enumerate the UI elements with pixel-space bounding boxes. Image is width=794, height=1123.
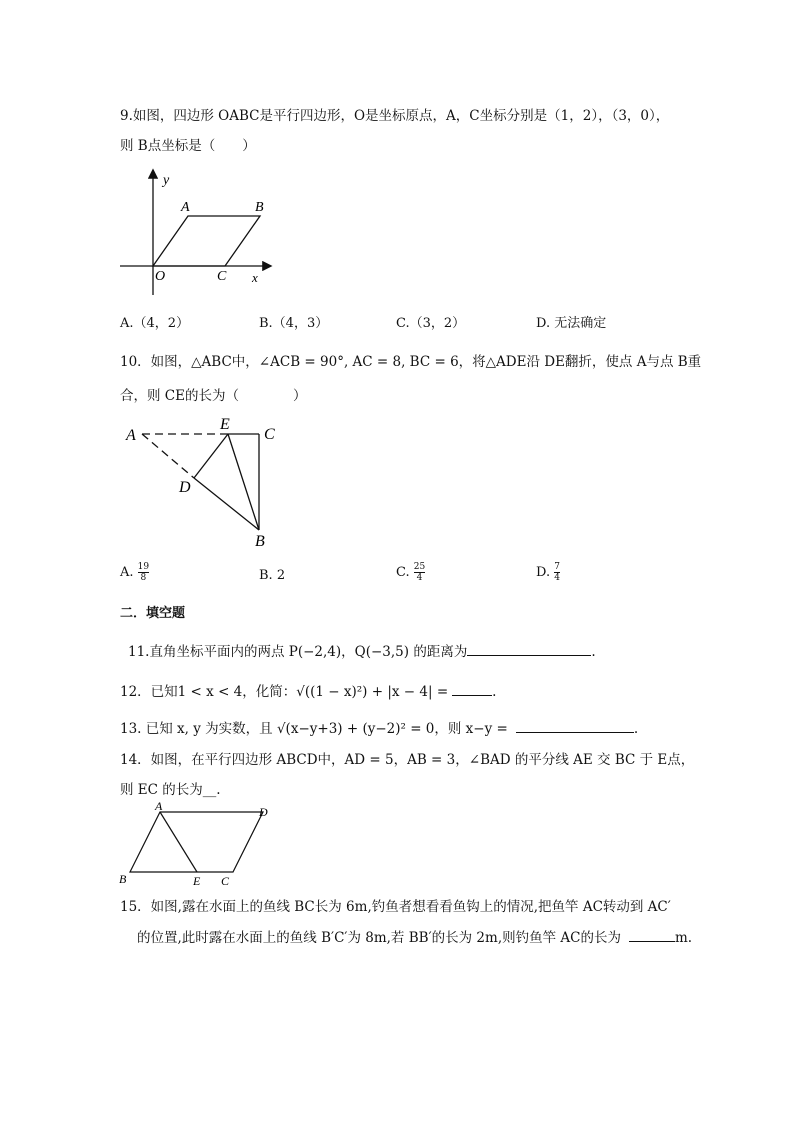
parallelogram-abcd <box>130 812 263 872</box>
answer-blank <box>629 929 675 942</box>
label-c: C <box>264 426 275 443</box>
segment-eb <box>228 434 259 530</box>
answer-blank <box>467 643 591 656</box>
answer-blank <box>516 720 634 733</box>
q10-option-b: B. 2 <box>259 568 286 583</box>
label-e: E <box>193 874 201 888</box>
label-y: y <box>163 173 170 188</box>
q9-line2: 则 B点坐标是（ ） <box>120 138 256 154</box>
segment-de <box>194 434 228 478</box>
label-o: O <box>155 269 166 284</box>
segment-ad <box>142 434 194 478</box>
segment-db <box>194 478 259 530</box>
label-a: A <box>155 800 163 813</box>
section-title: 二．填空题 <box>120 606 186 621</box>
label-c: C <box>221 874 230 888</box>
q15-line2: 的位置,此时露在水面上的鱼线 B′C′为 8m,若 BB′的长为 2m,则钓鱼竿 AC的长为 m. <box>137 930 693 946</box>
q10-option-a: A. $\frac{19}{8}$ <box>120 562 150 583</box>
q10-option-d: D. $\frac{7}{4}$ <box>536 562 560 583</box>
q13: 13. 已知 x, y 为实数，且 √(x−y+3) + (y−2)² = 0，则 x−y = . <box>120 721 639 737</box>
label-d: D <box>259 805 268 819</box>
label-b: B <box>119 872 127 886</box>
q9-option-d: D. 无法确定 <box>536 316 607 331</box>
q9-figure <box>115 165 285 300</box>
q9-option-c: C.（3，2） <box>396 316 466 331</box>
q10-figure <box>120 412 290 552</box>
parallelogram-oabc <box>153 216 260 266</box>
q15-line1: 15．如图,露在水面上的鱼线 BC长为 6m,钓鱼者想看看鱼钩上的情况,把鱼竿 AC转动到 AC′ <box>120 899 671 915</box>
q12: 12．已知1 < x < 4，化简：√((1 − x)²) + |x − 4| = . <box>120 684 497 700</box>
label-b: B <box>255 533 265 550</box>
answer-blank <box>452 683 492 696</box>
q9-option-a: A.（4，2） <box>120 316 190 331</box>
fraction: $\frac{25}{4}$ <box>413 562 426 583</box>
q11: 11.直角坐标平面内的两点 P(−2,4)，Q(−3,5) 的距离为 . <box>128 644 596 660</box>
q10-option-c: C. $\frac{25}{4}$ <box>396 562 426 583</box>
label-x: x <box>252 270 258 285</box>
label-d: D <box>179 479 191 496</box>
label-e: E <box>220 416 230 433</box>
label-c: C <box>217 269 227 284</box>
segment-ae <box>160 812 197 872</box>
q14-figure <box>115 800 285 890</box>
q14-line2: 则 EC 的长为__. <box>120 782 221 798</box>
q10-line2: 合，则 CE的长为（ ） <box>120 388 307 404</box>
q14-line1: 14．如图，在平行四边形 ABCD中，AD = 5，AB = 3，∠BAD 的平分线 AE 交 BC 于 E点， <box>120 752 695 768</box>
fraction: $\frac{7}{4}$ <box>554 562 560 583</box>
q10-line1: 10．如图，△ABC中，∠ACB = 90°, AC = 8, BC = 6，将△ADE沿 DE翻折，使点 A与点 B重 <box>120 354 702 370</box>
label-b: B <box>255 200 264 215</box>
label-a: A <box>181 200 190 215</box>
label-a: A <box>126 427 136 444</box>
q9-line1: 9.如图，四边形 OABC是平行四边形，O是坐标原点，A，C坐标分别是（1，2），（3，0）， <box>120 108 670 124</box>
q9-option-b: B.（4，3） <box>259 316 329 331</box>
fraction: $\frac{19}{8}$ <box>137 562 150 583</box>
